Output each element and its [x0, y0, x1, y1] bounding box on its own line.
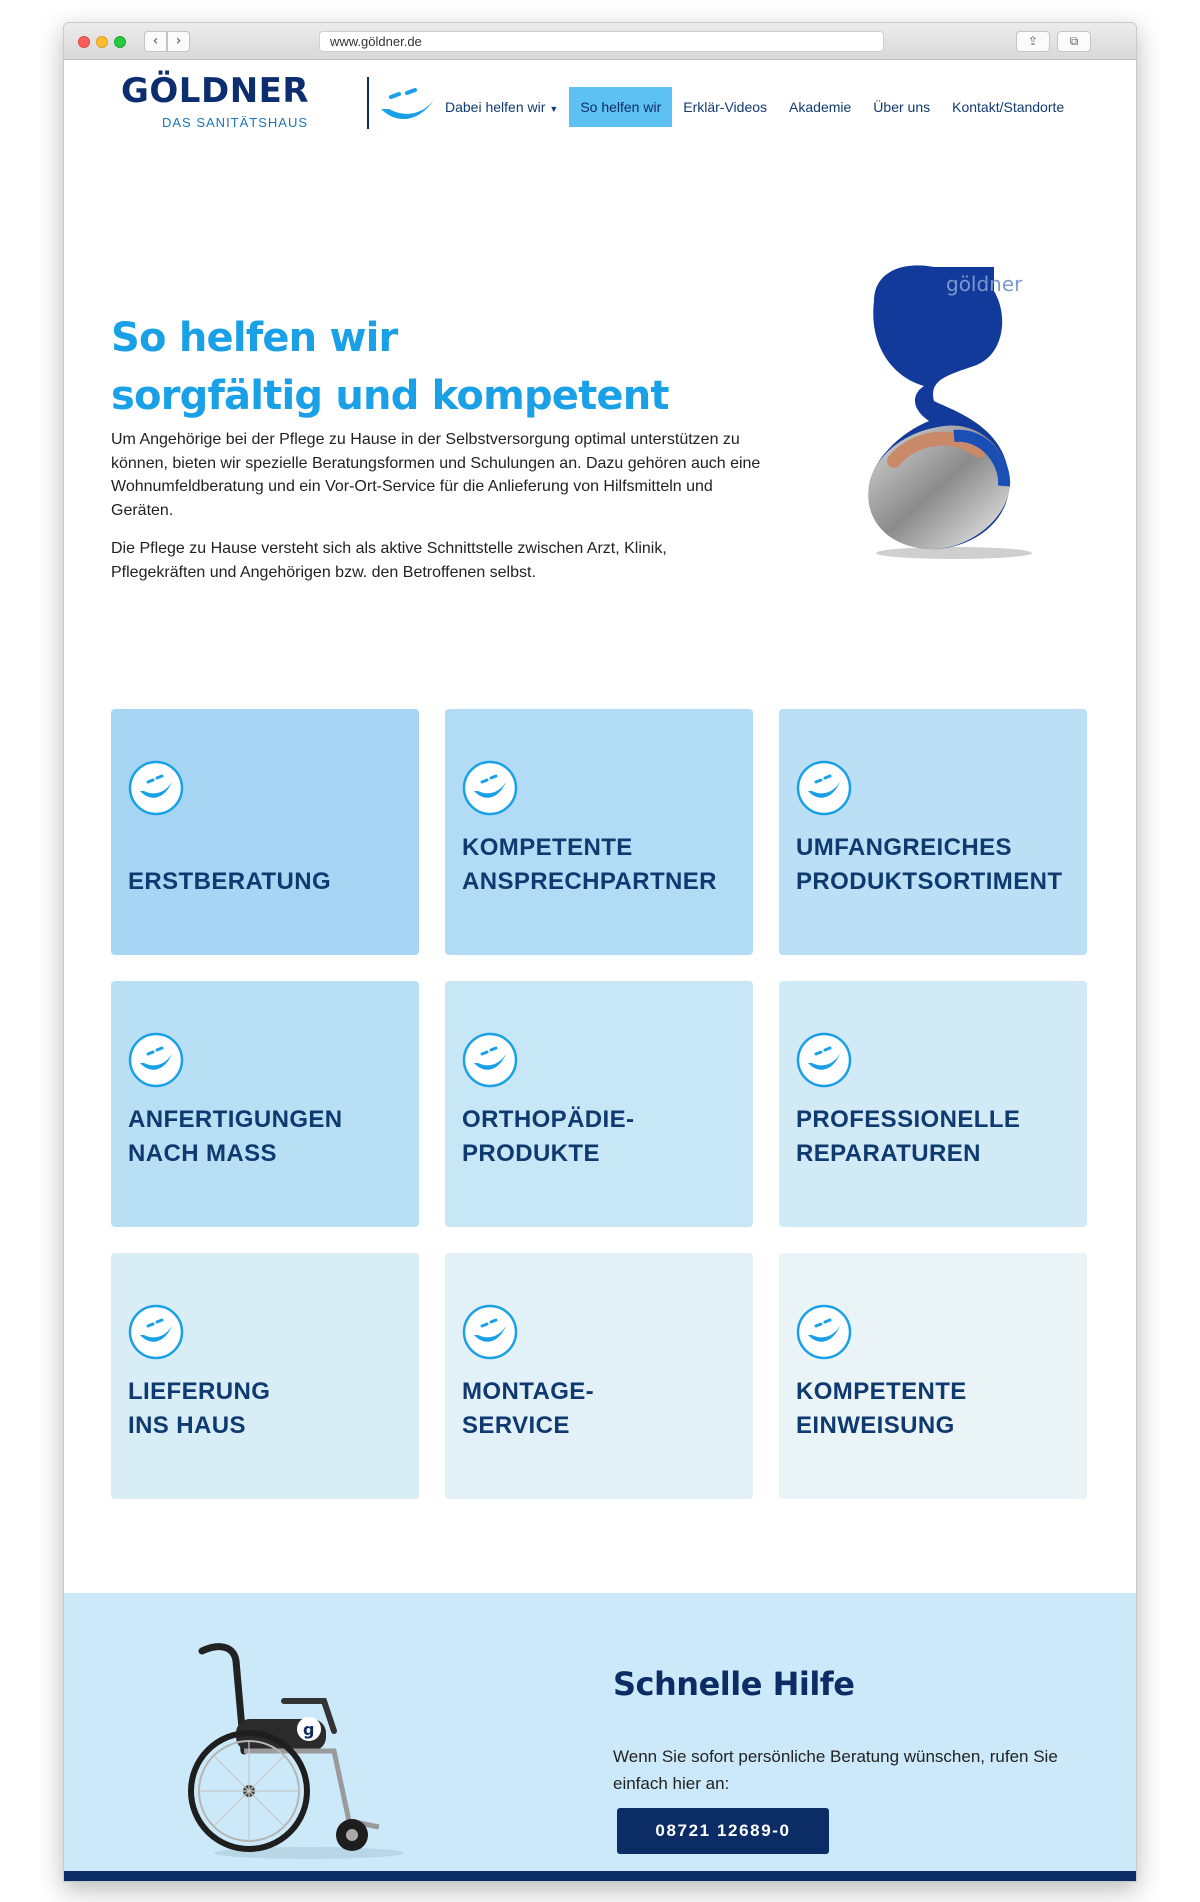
chevron-down-icon: ▼ [549, 104, 559, 114]
svg-text:g: g [303, 1720, 315, 1739]
tabs-overview-button[interactable]: ⧉ [1057, 31, 1091, 52]
smile-icon [796, 1032, 852, 1088]
service-card-title [462, 1375, 594, 1443]
service-card-title [462, 1103, 634, 1171]
card-line-1: PROFESSIONELLE [796, 1106, 1021, 1133]
web-page [64, 61, 1136, 1882]
smile-icon [128, 1032, 184, 1088]
card-line-2: ERSTBERATUNG [128, 868, 332, 895]
service-card[interactable] [779, 981, 1087, 1227]
quick-help-text: Wenn Sie sofort persönliche Beratung wünschen, rufen Sie einfach hier an: [613, 1747, 1058, 1793]
service-card-title [796, 831, 1062, 899]
logo-divider [367, 77, 369, 129]
card-line-2: SERVICE [462, 1412, 570, 1439]
nav-item-kontakt-standorte[interactable]: Kontakt/Standorte [952, 99, 1065, 115]
quick-help-title: Schnelle Hilfe [613, 1665, 855, 1703]
card-line-2: ANSPRECHPARTNER [462, 868, 717, 895]
phone-call-button[interactable]: 08721 12689-0 [617, 1808, 829, 1854]
smile-icon [462, 1032, 518, 1088]
forward-button[interactable]: › [167, 31, 190, 52]
card-line-1: MONTAGE- [462, 1378, 595, 1405]
smile-icon [128, 760, 184, 816]
service-card-title [128, 1375, 270, 1443]
wheelchair-icon [174, 1631, 414, 1871]
service-card-title [462, 831, 717, 899]
card-line-1: KOMPETENTE [462, 834, 633, 861]
card-line-2: NACH MASS [128, 1140, 277, 1167]
nav-item-erklaer-videos[interactable]: Erklär-Videos [683, 99, 768, 115]
service-card[interactable] [111, 709, 419, 955]
address-bar[interactable]: www.göldner.de [319, 31, 884, 52]
browser-window [63, 22, 1137, 1882]
card-line-1: KOMPETENTE [796, 1378, 967, 1405]
nav-item-dabei-helfen-wir[interactable] [434, 87, 569, 127]
page-title-line-1: So helfen wir [111, 315, 398, 361]
back-button[interactable]: ‹ [144, 31, 167, 52]
hero-g-image [834, 261, 1074, 561]
card-line-1: LIEFERUNG [128, 1378, 271, 1405]
page-title-line-2: sorgfältig und kompetent [111, 373, 669, 419]
site-logo[interactable] [121, 69, 381, 131]
card-line-2: PRODUKTSORTIMENT [796, 868, 1063, 895]
share-button[interactable]: ⇪ [1016, 31, 1050, 52]
logo-wordmark: GÖLDNER [121, 71, 310, 111]
service-card[interactable] [111, 981, 419, 1227]
page-title [111, 309, 669, 425]
close-window-button[interactable] [78, 36, 90, 48]
nav-item-ueber-uns[interactable]: Über uns [873, 99, 931, 115]
logo-tagline: DAS SANITÄTSHAUS [162, 115, 309, 130]
intro-paragraph: Um Angehörige bei der Pflege zu Hause in der Selbstversorgung optimal unterstützen zu können, bieten wir spezielle Beratungsformen und Schulungen an. Dazu gehören auch eine Wohnumfeldberatung und ein Vor-Ort-Service für die Anlieferung von Hilfsmitteln und Geräten. [111, 431, 761, 519]
card-line-1: ORTHOPÄDIE- [462, 1106, 635, 1133]
minimize-window-button[interactable] [96, 36, 108, 48]
main-navigation [434, 87, 1075, 127]
card-line-2: REPARATUREN [796, 1140, 981, 1167]
service-card-title [128, 831, 331, 899]
nav-item-so-helfen-wir[interactable]: So helfen wir [569, 87, 672, 127]
smile-icon [796, 760, 852, 816]
smile-icon [796, 1304, 852, 1360]
service-card[interactable] [779, 709, 1087, 955]
footer-bar [64, 1871, 1136, 1882]
service-card-title [128, 1103, 343, 1171]
smile-logo-icon [377, 83, 439, 127]
service-card[interactable] [779, 1253, 1087, 1499]
browser-titlebar [64, 23, 1136, 60]
card-line-2: INS HAUS [128, 1412, 246, 1439]
service-card[interactable] [111, 1253, 419, 1499]
smile-icon [128, 1304, 184, 1360]
hero-art-label: göldner [946, 272, 1023, 296]
zoom-window-button[interactable] [114, 36, 126, 48]
card-line-2: EINWEISUNG [796, 1412, 955, 1439]
service-card[interactable] [445, 709, 753, 955]
service-card[interactable] [445, 1253, 753, 1499]
quick-help-section [64, 1593, 1136, 1882]
smile-icon [462, 1304, 518, 1360]
card-line-1: ANFERTIGUNGEN [128, 1106, 343, 1133]
card-line-2: PRODUKTE [462, 1140, 600, 1167]
nav-label: Dabei helfen wir [445, 99, 546, 115]
card-line-1: UMFANGREICHES [796, 834, 1012, 861]
nav-item-akademie[interactable]: Akademie [789, 99, 852, 115]
service-card-title [796, 1103, 1020, 1171]
service-card-title [796, 1375, 967, 1443]
intro-paragraph-2: Die Pflege zu Hause versteht sich als aktive Schnittstelle zwischen Arzt, Klinik, Pflegekräften und Angehörigen bzw. den Betroffenen selbst. [111, 540, 667, 581]
smile-icon [462, 760, 518, 816]
service-card[interactable] [445, 981, 753, 1227]
